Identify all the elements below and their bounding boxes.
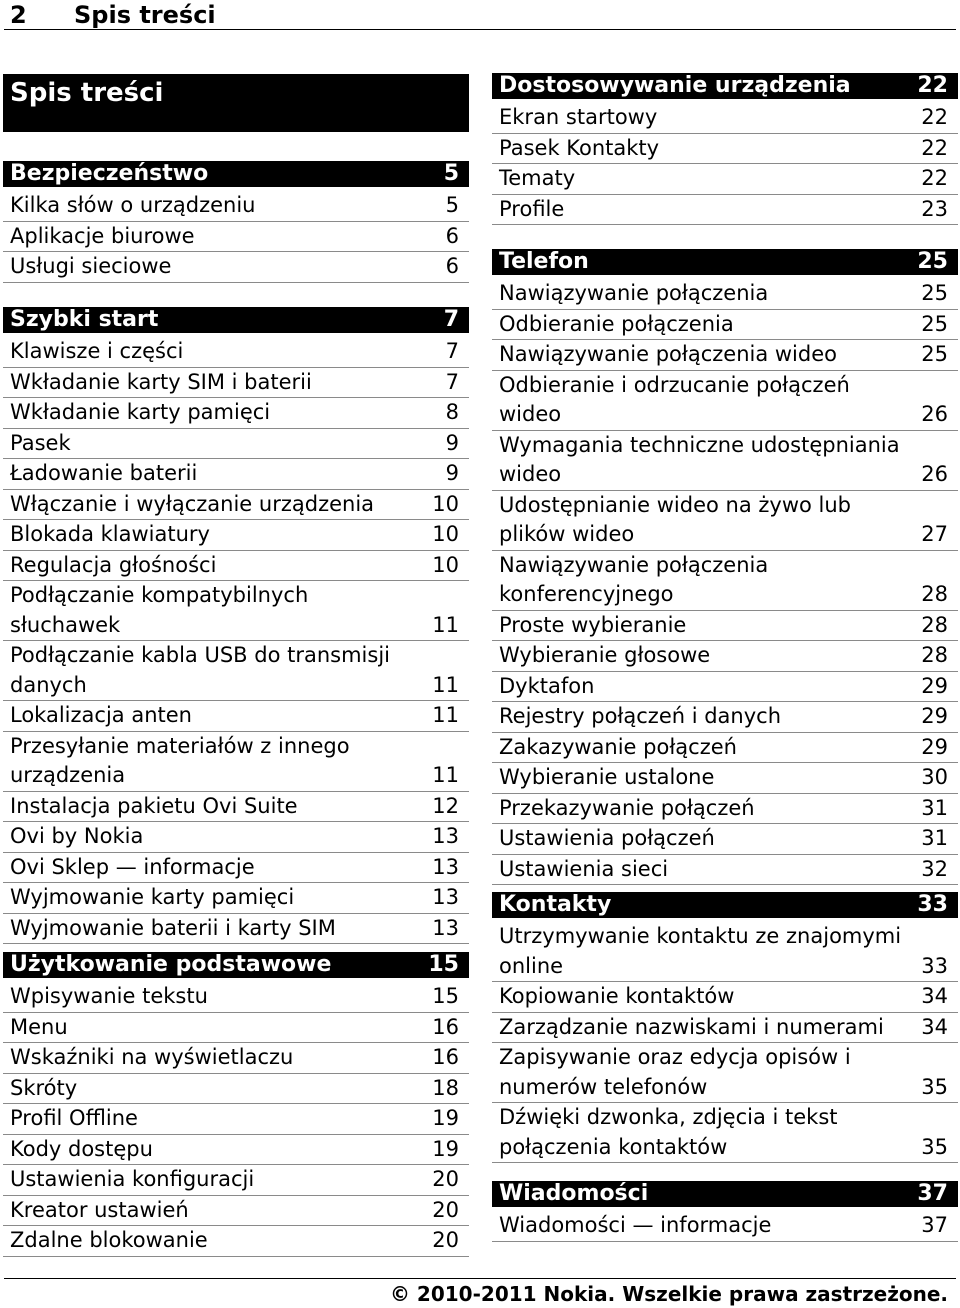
toc-section — [492, 73, 958, 225]
toc-entry[interactable] — [3, 551, 469, 582]
toc-entry-page: 22 — [921, 135, 948, 160]
toc-entry-label: Utrzymywanie kontaktu ze znajomymi online — [499, 924, 902, 978]
toc-entry-label: Lokalizacja anten — [10, 703, 192, 727]
toc-entry-page: 37 — [921, 1213, 948, 1237]
toc-section — [3, 161, 469, 283]
toc-entry[interactable] — [3, 368, 469, 399]
page-footer — [4, 1278, 956, 1306]
toc-entry-label: Nawiązywanie połączenia konferencyjnego — [499, 552, 769, 606]
section-title: Wiadomości — [499, 1181, 649, 1206]
toc-entry-page: 15 — [432, 984, 459, 1008]
toc-entry[interactable] — [492, 431, 958, 491]
toc-entry-page: 30 — [921, 765, 948, 789]
toc-entry-label: Kilka słów o urządzeniu — [10, 193, 256, 217]
toc-entry[interactable] — [3, 1013, 469, 1044]
toc-entry-label: Wiadomości — informacje — [499, 1213, 772, 1237]
toc-entry-label: Dźwięki dzwonka, zdjęcia i tekst połączenia kontaktów — [499, 1105, 838, 1159]
toc-entry-page: 32 — [921, 856, 948, 881]
toc-entry-label: Nawiązywanie połączenia wideo — [499, 342, 837, 366]
toc-entry-label: Wymagania techniczne udostępniania wideo — [499, 432, 900, 486]
toc-entry[interactable] — [3, 1104, 469, 1135]
toc-entry-label: Wkładanie karty SIM i baterii — [10, 369, 312, 394]
toc-entry[interactable] — [492, 1013, 958, 1044]
toc-entry[interactable] — [3, 641, 469, 701]
toc-entry-page: 34 — [921, 1014, 948, 1039]
toc-entry-label: Klawisze i części — [10, 339, 184, 363]
toc-entry-page: 7 — [445, 369, 459, 394]
toc-entry[interactable] — [3, 337, 469, 368]
toc-entry-page: 13 — [432, 824, 459, 848]
toc-entry-label: Odbieranie i odrzucanie połączeń wideo — [499, 372, 850, 426]
toc-entry-page: 6 — [445, 254, 459, 278]
toc-entry-page: 9 — [445, 461, 459, 485]
toc-entry[interactable] — [3, 520, 469, 551]
toc-entry[interactable] — [492, 855, 958, 886]
toc-section — [492, 249, 958, 885]
toc-entry[interactable] — [492, 371, 958, 431]
page-header — [4, 0, 956, 30]
toc-entry-label: Wyjmowanie baterii i karty SIM — [10, 915, 336, 940]
toc-entry-page: 26 — [921, 402, 948, 426]
toc-entry-label: Ustawienia sieci — [499, 856, 669, 881]
toc-entry-label: Udostępnianie wideo na żywo lub plików wideo — [499, 492, 851, 546]
toc-entry[interactable] — [492, 279, 958, 310]
toc-section — [3, 952, 469, 1257]
toc-entry[interactable] — [492, 641, 958, 672]
toc-entry-page: 6 — [445, 223, 459, 248]
toc-entry-page: 9 — [445, 430, 459, 455]
toc-entry-label: Ovi by Nokia — [10, 824, 144, 848]
toc-entry-page: 28 — [921, 612, 948, 637]
toc-section — [3, 307, 469, 944]
toc-entry[interactable] — [3, 429, 469, 460]
section-heading[interactable] — [492, 1181, 958, 1207]
section-heading[interactable] — [3, 307, 469, 333]
toc-entry[interactable] — [3, 853, 469, 884]
toc-entry[interactable] — [492, 611, 958, 642]
section-page-number: 5 — [443, 161, 459, 186]
toc-entry-label: Wpisywanie tekstu — [10, 984, 208, 1008]
toc-entry[interactable] — [492, 922, 958, 982]
toc-entry-page: 5 — [445, 193, 459, 217]
toc-entry-label: Profile — [499, 196, 565, 221]
section-title: Dostosowywanie urządzenia — [499, 73, 851, 98]
toc-entry-label: Ładowanie baterii — [10, 461, 198, 485]
toc-entry-page: 27 — [921, 522, 948, 546]
toc-entry-label: Wskaźniki na wyświetlaczu — [10, 1045, 294, 1069]
toc-entry[interactable] — [492, 733, 958, 764]
toc-entry-page: 20 — [432, 1167, 459, 1191]
running-title: Spis treści — [74, 1, 216, 29]
toc-entry-page: 34 — [921, 984, 948, 1008]
section-page-number: 25 — [917, 249, 948, 274]
toc-entry-label: Instalacja pakietu Ovi Suite — [10, 793, 298, 818]
section-title: Bezpieczeństwo — [10, 161, 209, 186]
toc-entry[interactable] — [3, 914, 469, 945]
toc-entry-label: Rejestry połączeń i danych — [499, 704, 782, 728]
toc-entry[interactable] — [3, 792, 469, 823]
toc-entry-label: Przesyłanie materiałów z innego urządzenia — [10, 733, 350, 787]
toc-entry-label: Zdalne blokowanie — [10, 1228, 208, 1252]
toc-entry[interactable] — [3, 732, 469, 792]
toc-entry-label: Kopiowanie kontaktów — [499, 984, 735, 1008]
section-page-number: 22 — [917, 73, 948, 98]
section-page-number: 7 — [443, 307, 459, 332]
toc-entry-label: Usługi sieciowe — [10, 254, 172, 278]
toc-entry[interactable] — [3, 1043, 469, 1074]
toc-entry-label: Odbieranie połączenia — [499, 311, 734, 336]
toc-entry[interactable] — [3, 581, 469, 641]
toc-entry-label: Kreator ustawień — [10, 1197, 189, 1222]
toc-entry[interactable] — [3, 490, 469, 521]
toc-entry-label: Nawiązywanie połączenia — [499, 281, 769, 305]
toc-entry-label: Zakazywanie połączeń — [499, 734, 737, 759]
toc-entry-label: Pasek — [10, 430, 71, 455]
toc-entry-page: 19 — [432, 1136, 459, 1161]
toc-entry[interactable] — [3, 398, 469, 429]
toc-entry-page: 12 — [432, 793, 459, 818]
toc-entry-label: Przekazywanie połączeń — [499, 795, 755, 820]
toc-entry-page: 10 — [432, 491, 459, 516]
toc-entry-page: 35 — [921, 1074, 948, 1099]
toc-entry-page: 11 — [432, 763, 459, 787]
toc-entry-page: 10 — [432, 522, 459, 546]
toc-entry-label: Ustawienia połączeń — [499, 826, 715, 850]
toc-entry-page: 25 — [921, 342, 948, 366]
toc-entry-label: Wyjmowanie karty pamięci — [10, 885, 295, 909]
toc-entry-page: 16 — [432, 1045, 459, 1069]
toc-entry[interactable] — [3, 1135, 469, 1166]
toc-entry[interactable] — [492, 1211, 958, 1242]
section-heading[interactable] — [3, 952, 469, 978]
toc-entry[interactable] — [3, 252, 469, 283]
toc-entry[interactable] — [492, 702, 958, 733]
toc-entry-page: 31 — [921, 826, 948, 850]
toc-entry-page: 19 — [432, 1106, 459, 1130]
toc-entry-page: 11 — [432, 612, 459, 637]
section-heading[interactable] — [492, 73, 958, 99]
toc-section — [492, 1181, 958, 1242]
toc-entry-label: Zarządzanie nazwiskami i numerami — [499, 1014, 884, 1039]
section-page-number: 33 — [917, 892, 948, 917]
section-page-number: 15 — [428, 952, 459, 977]
toc-entry-label: Podłączanie kabla USB do transmisji danych — [10, 643, 390, 697]
toc-entry-page: 11 — [432, 703, 459, 727]
toc-entry-page: 10 — [432, 552, 459, 577]
toc-entry-label: Skróty — [10, 1075, 78, 1100]
toc-entry[interactable] — [3, 1074, 469, 1105]
toc-entry-label: Wybieranie głosowe — [499, 643, 711, 667]
toc-section — [492, 892, 958, 1163]
toc-entry[interactable] — [3, 883, 469, 914]
toc-entry-label: Dyktafon — [499, 673, 595, 698]
toc-entry-label: Regulacja głośności — [10, 552, 217, 577]
copyright-notice: © 2010-2011 Nokia. Wszelkie prawa zastrzeżone. — [389, 1282, 948, 1306]
toc-entry-page: 13 — [432, 885, 459, 909]
toc-entry[interactable] — [3, 1165, 469, 1196]
toc-entry-label: Tematy — [499, 166, 576, 190]
toc-entry-label: Podłączanie kompatybilnych słuchawek — [10, 583, 309, 637]
toc-entry[interactable] — [492, 340, 958, 371]
toc-entry-page: 29 — [921, 704, 948, 728]
section-title: Telefon — [499, 249, 589, 274]
toc-entry-page: 29 — [921, 673, 948, 698]
toc-entry-label: Profil Offline — [10, 1106, 138, 1130]
toc-entry-label: Zapisywanie oraz edycja opisów i numerów telefonów — [499, 1045, 851, 1099]
toc-entry-page: 13 — [432, 915, 459, 940]
toc-entry[interactable] — [492, 551, 958, 611]
toc-entry[interactable] — [3, 222, 469, 253]
toc-entry[interactable] — [3, 982, 469, 1013]
section-heading[interactable] — [492, 249, 958, 275]
section-heading[interactable] — [3, 161, 469, 187]
toc-entry-page: 16 — [432, 1014, 459, 1039]
toc-entry[interactable] — [492, 672, 958, 703]
toc-entry-page: 23 — [921, 196, 948, 221]
toc-entry[interactable] — [3, 1226, 469, 1257]
toc-entry[interactable] — [492, 134, 958, 165]
toc-entry-page: 25 — [921, 281, 948, 305]
toc-entry-label: Ekran startowy — [499, 105, 658, 129]
section-title: Szybki start — [10, 307, 159, 332]
toc-entry-page: 13 — [432, 854, 459, 879]
toc-entry[interactable] — [492, 824, 958, 855]
toc-entry-page: 11 — [432, 672, 459, 697]
page-number: 2 — [10, 1, 27, 29]
toc-entry-page: 25 — [921, 311, 948, 336]
toc-entry-page: 29 — [921, 734, 948, 759]
toc-entry-page: 8 — [445, 400, 459, 424]
toc-entry-page: 18 — [432, 1075, 459, 1100]
toc-entry[interactable] — [492, 794, 958, 825]
toc-entry-page: 20 — [432, 1228, 459, 1252]
section-title: Użytkowanie podstawowe — [10, 952, 332, 977]
toc-entry-page: 33 — [921, 953, 948, 978]
section-page-number: 37 — [917, 1181, 948, 1206]
toc-entry-page: 20 — [432, 1197, 459, 1222]
toc-entry[interactable] — [492, 195, 958, 226]
toc-entry-label: Ustawienia konfiguracji — [10, 1167, 255, 1191]
toc-entry-label: Pasek Kontakty — [499, 135, 660, 160]
toc-entry-page: 22 — [921, 105, 948, 129]
toc-entry-label: Blokada klawiatury — [10, 522, 210, 546]
toc-entry[interactable] — [492, 310, 958, 341]
section-heading[interactable] — [492, 892, 958, 918]
toc-entry-page: 35 — [921, 1134, 948, 1159]
toc-entry-label: Ovi Sklep — informacje — [10, 854, 255, 879]
toc-entry[interactable] — [3, 1196, 469, 1227]
toc-entry[interactable] — [492, 763, 958, 794]
toc-entry[interactable] — [492, 164, 958, 195]
toc-entry-page: 31 — [921, 795, 948, 820]
toc-entry-page: 28 — [921, 643, 948, 667]
toc-entry[interactable] — [492, 982, 958, 1013]
toc-entry-label: Włączanie i wyłączanie urządzenia — [10, 491, 375, 516]
toc-entry[interactable] — [492, 491, 958, 551]
toc-entry[interactable] — [3, 701, 469, 732]
toc-entry[interactable] — [3, 822, 469, 853]
toc-entry-page: 26 — [921, 462, 948, 486]
section-title: Kontakty — [499, 892, 612, 917]
toc-entry[interactable] — [3, 191, 469, 222]
toc-entry-label: Kody dostępu — [10, 1136, 153, 1161]
toc-entry-label: Wkładanie karty pamięci — [10, 400, 271, 424]
toc-entry[interactable] — [492, 1043, 958, 1103]
toc-entry-page: 28 — [921, 582, 948, 606]
toc-entry-label: Menu — [10, 1014, 68, 1039]
toc-title: Spis treści — [3, 74, 469, 132]
toc-entry[interactable] — [492, 103, 958, 134]
toc-entry-label: Wybieranie ustalone — [499, 765, 715, 789]
toc-entry-page: 22 — [921, 166, 948, 190]
toc-entry[interactable] — [492, 1103, 958, 1163]
toc-entry-page: 7 — [445, 339, 459, 363]
toc-entry[interactable] — [3, 459, 469, 490]
toc-entry-label: Proste wybieranie — [499, 612, 687, 637]
toc-entry-label: Aplikacje biurowe — [10, 223, 195, 248]
